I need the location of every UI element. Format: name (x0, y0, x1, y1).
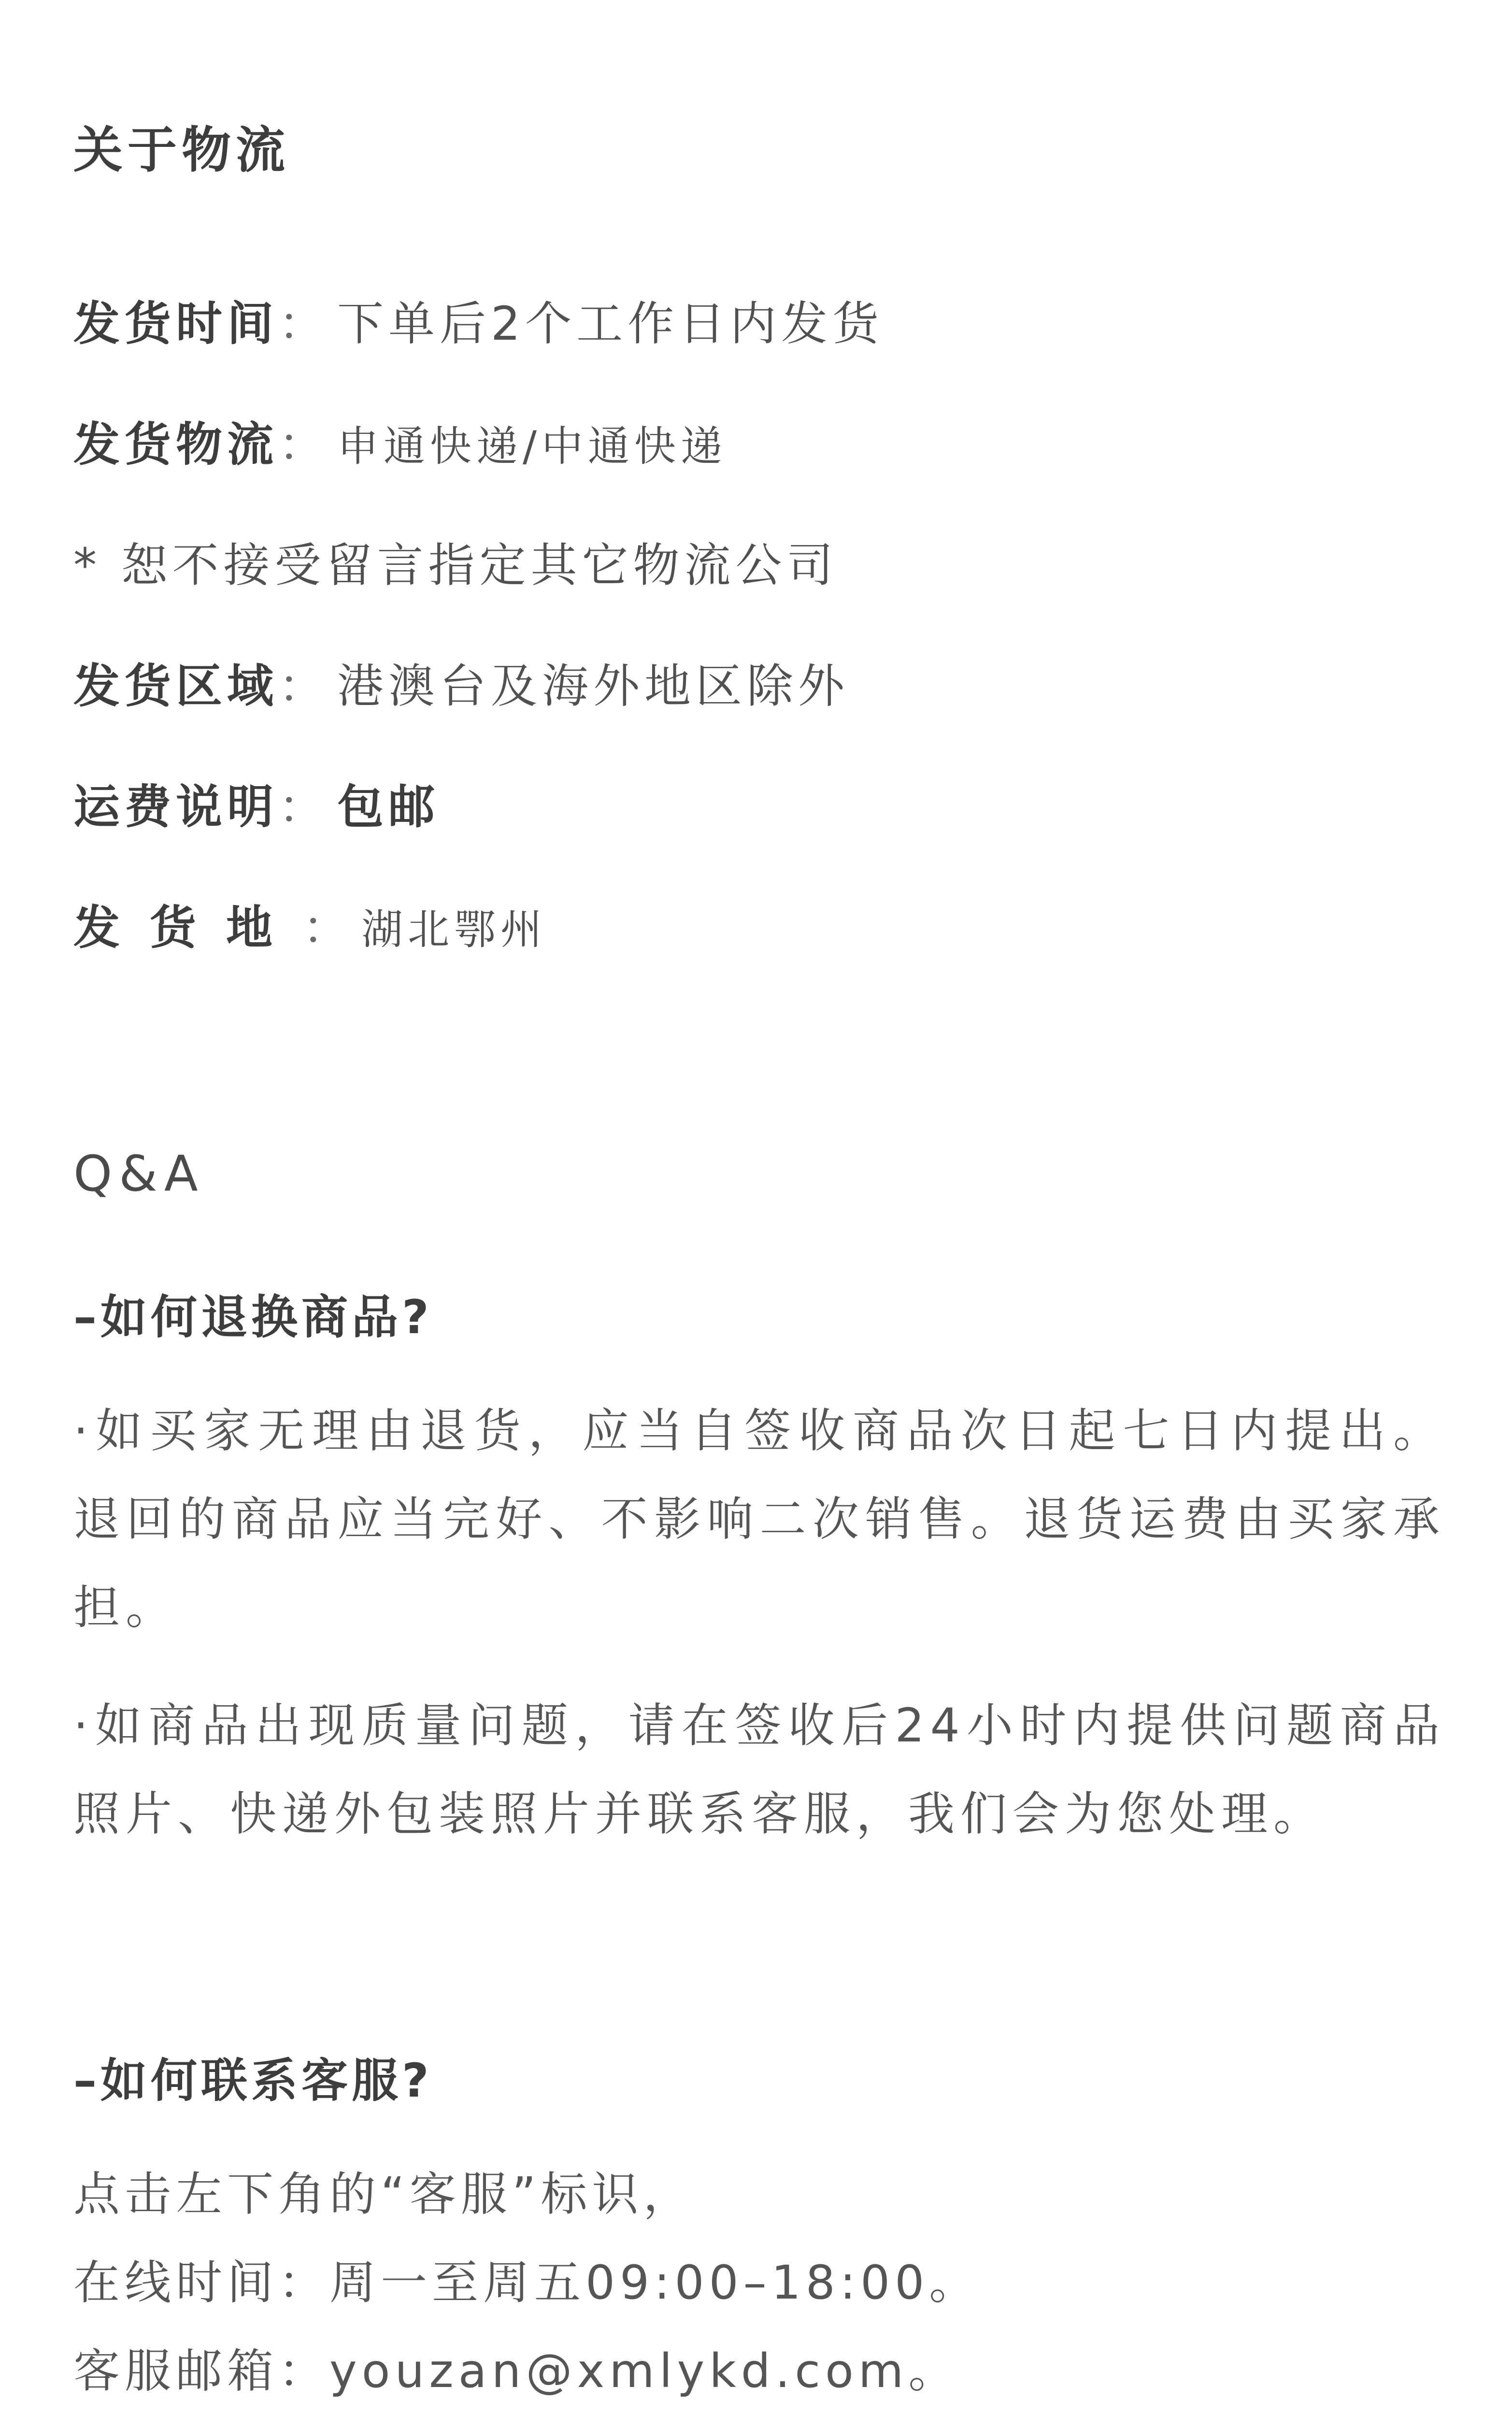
info-value: 湖北鄂州 (361, 906, 547, 954)
info-separator: ： (278, 297, 329, 351)
info-separator: ： (302, 901, 354, 955)
info-separator: ： (278, 417, 329, 472)
info-note: * 恕不接受留言指定其它物流公司 (73, 538, 838, 592)
contact-hours: 在线时间：周一至周五09:00–18:00。 (73, 2256, 981, 2310)
answer-returns-1: ·如买家无理由退货，应当自签收商品次日起七日内提出。退回的商品应当完好、不影响二次销售。退货运费由买家承担。 (73, 1404, 1445, 1635)
answer-returns-2: ·如商品出现质量问题，请在签收后24小时内提供问题商品照片、快递外包装照片并联系客服，我们会为您处理。 (73, 1698, 1445, 1841)
info-row-carrier-note (73, 536, 1445, 594)
info-value: 下单后2个工作日内发货 (337, 297, 884, 351)
info-row-origin (73, 899, 1445, 959)
info-separator: ： (278, 659, 329, 713)
question-returns: –如何退换商品? (73, 1290, 433, 1344)
info-row-shipping-fee (73, 778, 1445, 836)
answer-contact (73, 2150, 1445, 2416)
info-separator: ： (278, 780, 329, 834)
question-contact: –如何联系客服? (73, 2054, 433, 2108)
info-key: 发货物流 (73, 417, 278, 472)
contact-line: 点击左下角的“客服”标识， (73, 2167, 695, 2221)
qa-title: Q&A (73, 1145, 205, 1203)
info-value: 包邮 (337, 780, 440, 834)
info-row-region (73, 657, 1445, 715)
logistics-title: 关于物流 (73, 122, 290, 179)
info-value: 申通快递/中通快递 (337, 422, 727, 471)
contact-email: 客服邮箱：youzan@xmlykd.com。 (73, 2344, 960, 2398)
info-row-ship-time (73, 295, 1445, 353)
info-value: 港澳台及海外地区除外 (337, 659, 849, 713)
info-key: 运费说明 (73, 780, 278, 834)
info-key: 发货地 (73, 901, 302, 955)
info-key: 发货区域 (73, 659, 278, 713)
info-row-carrier (73, 416, 1445, 475)
info-key: 发货时间 (73, 297, 278, 351)
